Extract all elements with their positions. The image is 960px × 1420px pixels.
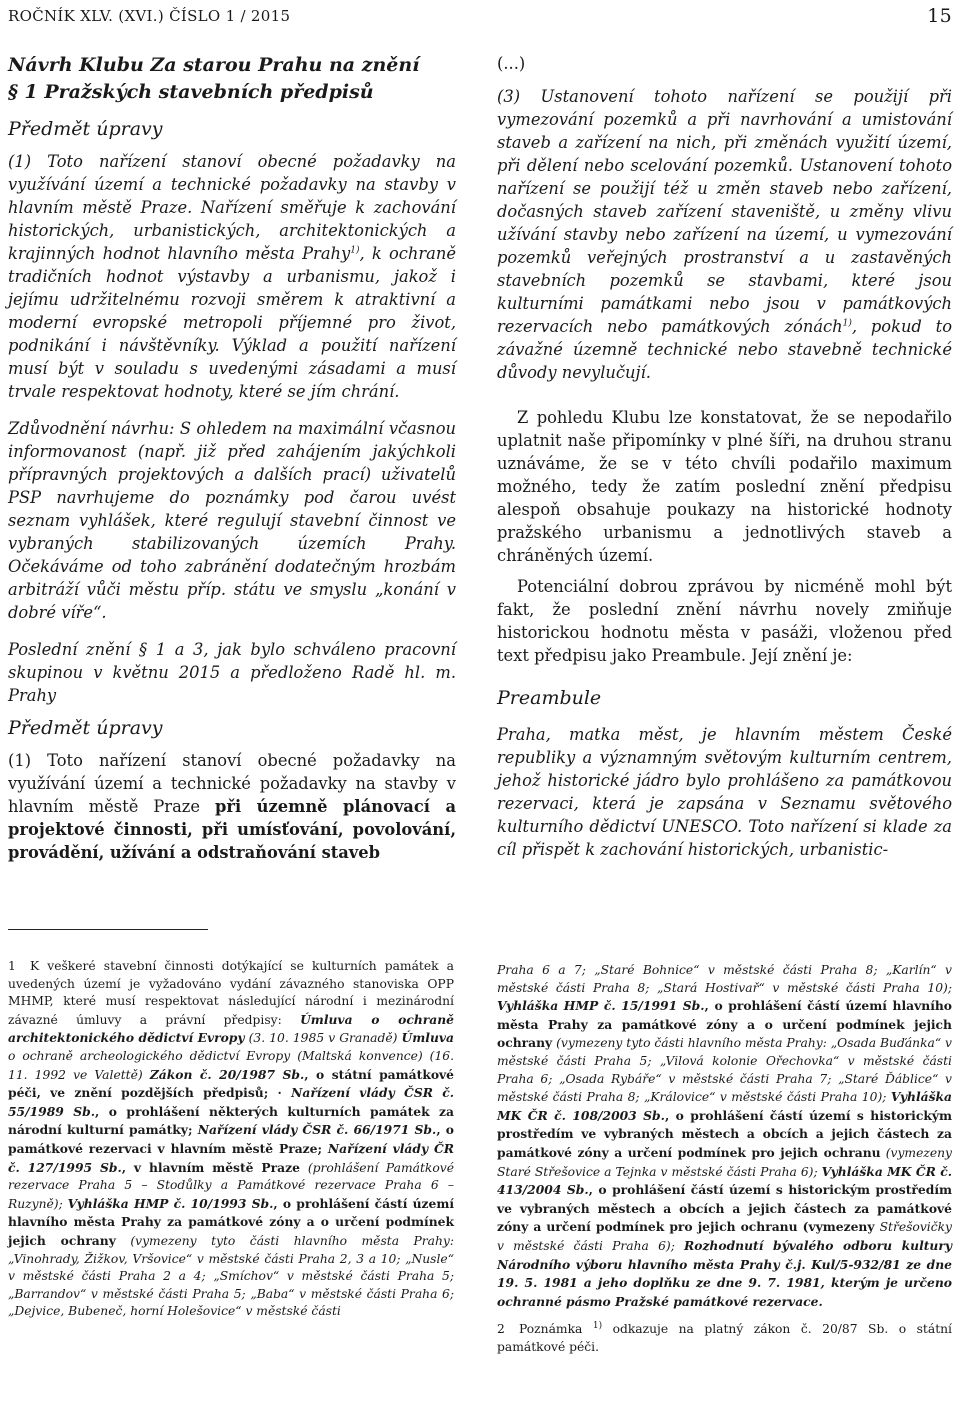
left-run: o ochraně archeologického dědictví Evropy (Maltská konvence) (16. 11. 1992 ve Valettě) [8,1048,454,1082]
right-run: Vyhláška MK ČR č. 108/2003 Sb. [497,1089,952,1123]
left-run: 1 [8,959,16,973]
footnote-2-ref: 1) [592,1321,603,1332]
paragraph-text: (1) Toto nařízení stanoví obecné požadavky na využívání území a technické požadavky na stavby v hlavním městě Praze. Nařízení směřuje k zachování historických, urbanistických, architektonických a krajinných hodnot hlavního města Prahy [8,152,456,263]
paragraph-emphasis: při územně plánovací a projektové činnosti, při umísťování, povolování, provádění, užívání a odstraňování staveb [8,797,456,862]
footnote-1 [8,958,454,1321]
paragraph-preamble: Praha, matka měst, je hlavním městem České republiky a významným světovým kulturním centrem, jehož historické jádro bylo prohlášeno za památkovou rezervaci, která je zapsána v Seznamu světového kulturního dědictví UNESCO. Toto nařízení si klade za cíl přispět k zachování historických, urbanistic- [497,725,952,859]
left-run: Vyhláška HMP č. 10/1993 Sb. [67,1195,274,1211]
left-run: (3. 10. 1985 v Granadě) [244,1031,402,1046]
section-heading-2: Předmět úpravy [8,717,163,739]
right-run: Vyhláška MK ČR č. 413/2004 Sb. [497,1163,952,1198]
running-header [8,2,952,30]
paragraph-proposal [8,150,456,403]
right-run: Rozhodnutí bývalého odboru kultury Národního výboru hlavního města Prahy č.j. Kul/5-932/81 ze dne 19. 5. 1981 a jeho doplňku ze dne 9. 7. 1981, kterým je určeno ochranné pásmo Pražské památkové rezervace. [497,1237,952,1309]
footnote-1-continued-body [497,962,952,1311]
right-run: , o prohlášení částí území s historickým prostředím ve vybraných městech a obcích a jejich částech za památkové zóny a určení podmínek pro jejich ochranu [497,1107,953,1160]
footnote-2-text-cont: odkazuje na platný zákon č. 20/87 Sb. o státní památkové péči. [497,1322,952,1354]
page-number: 15 [927,5,952,27]
right-run: (vymezeny tyto části hlavního města Prahy: „Osada Buďánka“ v městské části Praha 5; „Vilová kolonie Ořechovka“ v městské části Praha 6; „Osada Rybáře“ v městské části Praha 7; „Staré Ďáblice“ v městské části Praha 8; „Královice“ v městské části Praha 10); [497,1036,952,1105]
paragraph-text-cont: , pokud to závažné územně technické nebo stavebně technické důvody nevylučují. [497,317,952,382]
section-heading: Předmět úpravy [8,118,163,140]
left-column [8,52,456,864]
journal-issue: ROČNÍK XLV. (XVI.) ČÍSLO 1 / 2015 [8,7,291,25]
right-run: (vymezeny Staré Střešovice a Tejnka v městské části Praha 6); [497,1145,952,1179]
right-run: Vyhláška HMP č. 15/1991 Sb. [497,998,705,1014]
left-run: , o památkové rezervaci v hlavním městě Praze; [8,1122,455,1156]
left-run: , o prohlášení některých kulturních památek za národní kulturní památky; [8,1103,454,1138]
left-run: (vymezeny tyto části hlavního města Prahy: „Vinohrady, Žižkov, Vršovice“ v městské části Praha 2, 3 a 10; „Nusle“ v městské části Praha 2 a 4; „Smíchov“ v městské části Praha 5; „Barrandov“ v městské části Praha 5; „Baba“ v městské části Praha 6; „Dejvice, Bubeneč, horní Holešovice“ v městské části [8,1233,455,1319]
left-run: Nařízení vlády ČSR č. 55/1989 Sb. [8,1085,454,1119]
paragraph-justification: Zdůvodnění návrhu: S ohledem na maximální včasnou informovanost (např. již před zahájením jakýchkoli přípravných projektových a dalších prací) uživatelů PSP navrhujeme do poznámky pod čarou uvést seznam vyhlášek, které regulují stavební činnost ve vybraných stabilizovaných územích Prahy. Očekáváme od toho zabránění dodatečným hrozbám arbitráží vůči městu příp. státu ve smyslu „konání v dobré víře“. [8,419,456,622]
title-line-2: § 1 Pražských stavebních předpisů [8,81,374,103]
left-run: K veškeré stavební činnosti dotýkající se kulturních památek a uvedených území je vyžadováno vydání závazného stanoviska OPP MHMP, které musí respektovat následující národní i mezinárodní závazné úmluvy a právní předpisy: [8,959,454,1027]
left-run: (prohlášení Památkové rezervace Praha 5 – Stodůlky a Památkové rezervace Praha 6 – Ruzyně); [8,1160,454,1211]
footnote-2-text: Poznámka [519,1322,593,1337]
left-run: , o státní památkové péči, ve znění pozdějších předpisů; · [8,1066,455,1101]
preamble-heading: Preambule [497,687,602,709]
footnote-ref: 1) [842,318,852,329]
footnote-2 [497,1321,952,1356]
ellipsis-marker: (...) [497,54,526,73]
right-column [497,52,952,861]
paragraph-current-text [8,749,456,864]
paragraph-text-cont: , k ochraně tradičních hodnot výstavby a urbanismu, jakož i jejímu udržitelnému rozvoji směrem k atraktivní a moderní evropské metropoli příjemné pro život, podnikání i návštěvníky. Výklad a použití nařízení musí být v souladu s uvedenými zásadami a musí trvale respektovat hodnoty, které se jím chrání. [8,244,456,401]
footnote-ref: 1) [350,245,360,256]
paragraph-latest-version: Poslední znění § 1 a 3, jak bylo schváleno pracovní skupinou v květnu 2015 a předloženo Radě hl. m. Prahy [8,640,456,705]
paragraph-provision-3 [497,85,952,384]
right-run: , o prohlášení částí území hlavního města Prahy za památkové zóny a o určení podmínek jejich ochrany [497,998,953,1051]
left-run: Nařízení vlády ČSR č. 66/1971 Sb. [197,1122,437,1138]
paragraph-text: (3) Ustanovení tohoto nařízení se použijí při vymezování pozemků a při navrhování a umistování staveb a zařízení na nich, při změnách využití území, při dělení nebo scelování pozemků. Ustanovení tohoto nařízení se použijí též u změn staveb nebo zařízení, dočasných staveb zařízení staveniště, u změny vlivu užívání stavby nebo zařízení na území, u vymezování pozemků veřejných prostranství a u zastavěných stavebních pozemků se stavbami, které jsou kulturními památkami nebo jsou v památkových rezervacích nebo památkových zónách [497,87,952,336]
footnote-2-number: 2 [497,1322,505,1337]
left-run: Úmluva o ochraně architektonického dědictví Evropy [8,1011,454,1046]
right-run: Střešovičky v městské části Praha 6); [497,1220,952,1253]
article-title [8,52,456,106]
left-run: Zákon č. 20/1987 Sb. [149,1066,305,1082]
footnote-divider [8,929,208,930]
paragraph-preamble-intro: Potenciální dobrou zprávou by nicméně mohl být fakt, že poslední znění návrhu novely zmiňuje historickou hodnotu města v pasáži, vloženou před text předpisu jako Preambule. Její znění je: [497,577,952,665]
right-run: Praha 6 a 7; „Staré Bohnice“ v městské části Praha 8; „Karlín“ v městské části Praha 8; „Stará Hostivař“ v městské části Praha 10); [497,963,952,995]
left-run: , o prohlášení částí území hlavního města Prahy za památkové zóny a o určení podmínek jejich ochrany [8,1195,455,1248]
paragraph-club-view: Z pohledu Klubu lze konstatovat, že se nepodařilo uplatnit naše připomínky v plné šíři, na druhou stranu uznáváme, že se v této chvíli podařilo maximum možného, tedy že zatím poslední znění předpisu alespoň obsahuje poukazy na historické hodnoty pražského urbanismu a jednotlivých staveb a chráněných území. [497,408,952,565]
right-run: , o prohlášení částí území s historickým prostředím ve vybraných městech a obcích a jejich částech za památkové zóny a určení podmínek pro jejich ochranu (vymezeny [497,1182,952,1235]
left-run: Nařízení vlády ČR č. 127/1995 Sb. [8,1140,454,1175]
footnote-1-continued [497,962,952,1356]
left-run: Úmluva [401,1030,454,1046]
paragraph-plain: (1) Toto nařízení stanoví obecné požadavky na využívání území a technické požadavky na stavby v hlavním městě Praze [8,751,456,816]
left-run: , v hlavním městě Praze [121,1159,308,1175]
title-line-1: Návrh Klubu Za starou Prahu na znění [8,54,420,76]
